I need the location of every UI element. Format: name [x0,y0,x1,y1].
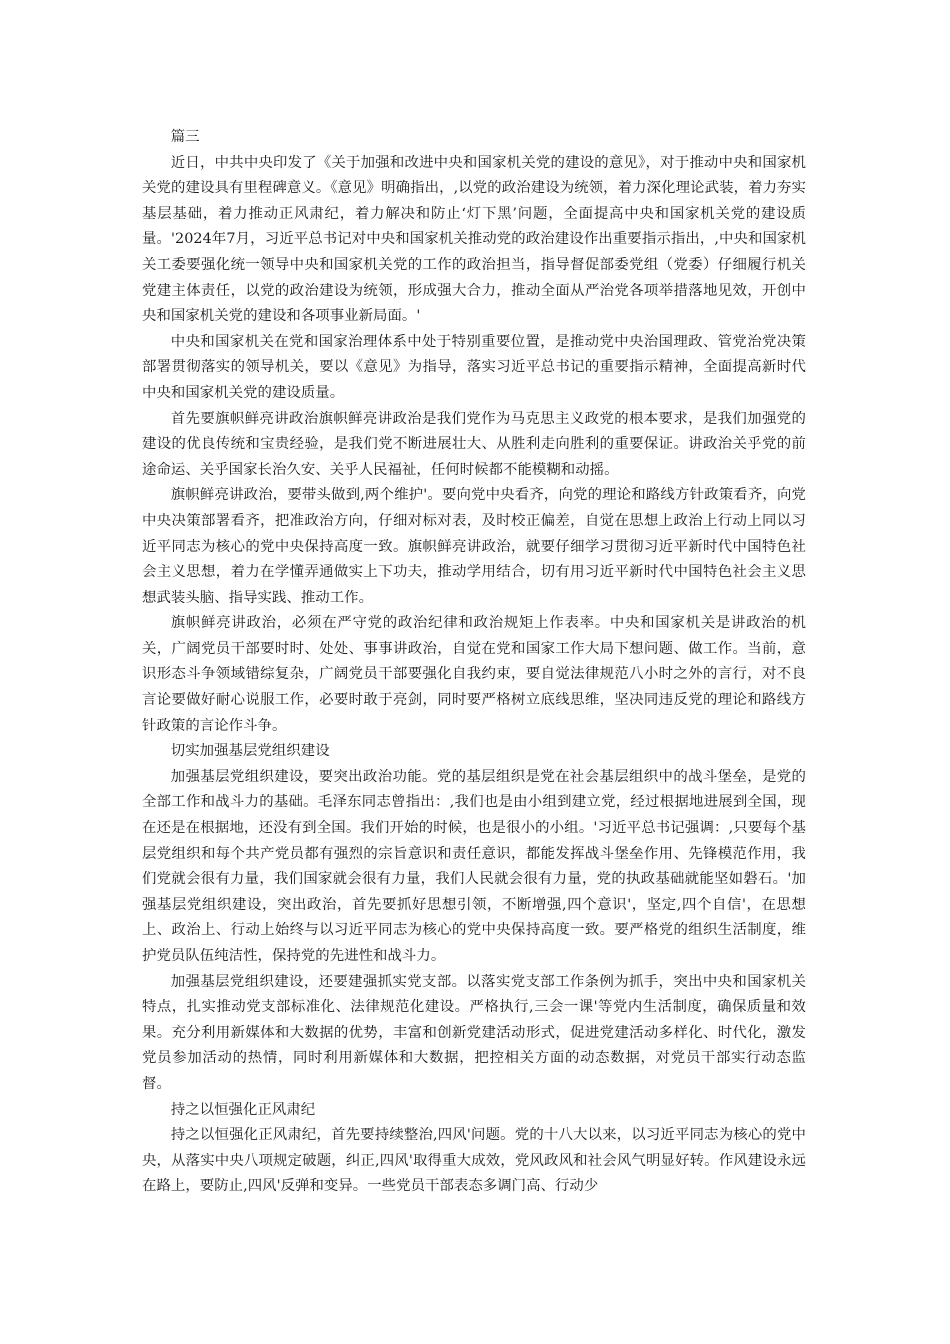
paragraph-3: 首先要旗帜鲜亮讲政治旗帜鲜亮讲政治是我们党作为马克思主义政党的根本要求，是我们加强党的建设的优良传统和宝贵经验，是我们党不断进展壮大、从胜利走向胜利的重要保证。讲政治关乎党的前途命运、关乎国家长治久安、关乎人民福祉，任何时候都不能模糊和动摇。 [142,410,806,478]
document-body [142,125,806,1200]
paragraph-5: 旗帜鲜亮讲政治，必须在严守党的政治纪律和政治规矩上作表率。中央和国家机关是讲政治的机关，广阔党员干部要时时、处处、事事讲政治，自觉在党和国家工作大局下想问题、做工作。当前，意识形态斗争领域错综复杂，广阔党员干部要强化自我约束，要自觉法律规范八小时之外的言行，对不良言论要做好耐心说服工作，必要时敢于亮剑，同时要严格树立底线思维，坚决同违反党的理论和路线方针政策的言论作斗争。 [142,615,806,734]
paragraph-1: 近日，中共中央印发了《关于加强和改进中央和国家机关党的建设的意见》，对于推动中央和国家机关党的建设具有里程碑意义。《意见》明确指出，,以党的政治建设为统领，着力深化理论武装，着力夯实基层基础，着力推动正风肃纪，着力解决和防止‘灯下黑’问题，全面提高中央和国家机关党的建设质量。'2024年7月，习近平总书记对中央和国家机关推动党的政治建设作出重要指示指出，,中央和国家机关工委要强化统一领导中央和国家机关党的工作的政治担当，指导督促部委党组（党委）仔细履行机关党建主体责任，以党的政治建设为统领，形成强大合力，推动全面从严治党各项举措落地见效，开创中央和国家机关党的建设和各项事业新局面。' [142,154,806,325]
section-title-main: 篇三 [170,129,200,145]
paragraph-7: 加强基层党组织建设，还要建强抓实党支部。以落实党支部工作条例为抓手，突出中央和国家机关特点，扎实推动党支部标准化、法律规范化建设。严格执行,三会一课'等党内生活制度，确保质量和效果。充分利用新媒体和大数据的优势，丰富和创新党建活动形式，促进党建活动多样化、时代化，激发党员参加活动的热情，同时利用新媒体和大数据，把控相关方面的动态数据，对党员干部实行动态监督。 [142,973,806,1092]
section-heading-2: 切实加强基层党组织建设 [170,743,330,760]
paragraph-2: 中央和国家机关在党和国家治理体系中处于特别重要位置，是推动党中央治国理政、管党治党决策部署贯彻落实的领导机关，要以《意见》为指导，落实习近平总书记的重要指示精神，全面提高新时代中央和国家机关党的建设质量。 [142,333,806,401]
paragraph-4: 旗帜鲜亮讲政治，要带头做到,两个维护'。要向党中央看齐，向党的理论和路线方针政策看齐，向党中央决策部署看齐，把准政治方向，仔细对标对表，及时校正偏差，自觉在思想上政治上行动上同以习近平同志为核心的党中央保持高度一致。旗帜鲜亮讲政治，就要仔细学习贯彻习近平新时代中国特色社会主义思想，着力在学懂弄通做实上下功夫，推动学用结合，切有用习近平新时代中国特色社会主义思想武装头脑、指导实践、推动工作。 [142,487,806,606]
paragraph-8: 持之以恒强化正风肃纪，首先要持续整治,四风'问题。党的十八大以来，以习近平同志为核心的党中央，从落实中央八项规定破题，纠正,四风'取得重大成效，党风政风和社会风气明显好转。作风建设永远在路上，要防止,四风'反弹和变异。一些党员干部表态多调门高、行动少 [142,1127,806,1195]
section-heading-3: 持之以恒强化正风肃纪 [170,1101,316,1118]
paragraph-6: 加强基层党组织建设，要突出政治功能。党的基层组织是党在社会基层组织中的战斗堡垒，是党的全部工作和战斗力的基础。毛泽东同志曾指出：,我们也是由小组到建立党，经过根据地进展到全国，现在还是在根据地，还没有到全国。我们开始的时候，也是很小的小组。'习近平总书记强调：,只要每个基层党组织和每个共产党员都有强烈的宗旨意识和责任意识，都能发挥战斗堡垒作用、先锋模范作用，我们党就会很有力量，我们国家就会很有力量，我们人民就会很有力量，党的执政基础就能坚如磐石。'加强基层党组织建设，突出政治，首先要抓好思想引领，不断增强,四个意识'，坚定,四个自信'，在思想上、政治上、行动上始终与以习近平同志为核心的党中央保持高度一致。要严格党的组织生活制度，维护党员队伍纯洁性，保持党的先进性和战斗力。 [142,768,806,964]
